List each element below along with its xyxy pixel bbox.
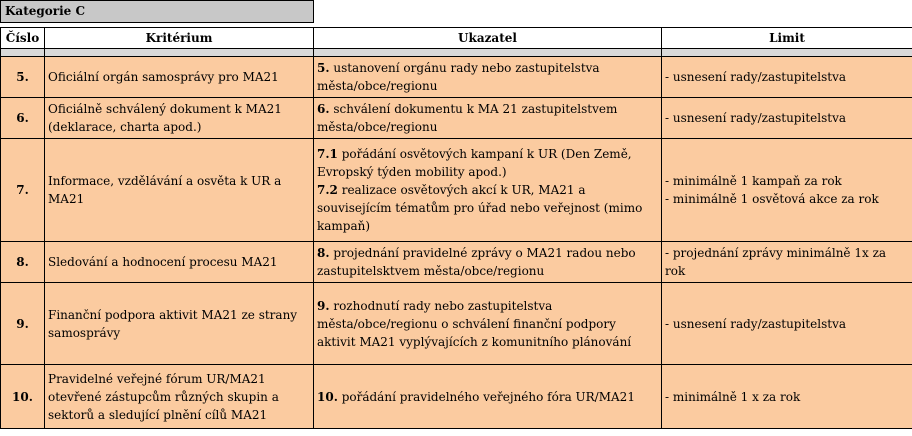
limit-item: - minimálně 1 kampaň za rok: [665, 174, 842, 188]
row-kriterium: Sledování a hodnocení procesu MA21: [45, 242, 314, 283]
row-ukazatel: [314, 283, 662, 365]
row-ukazatel: [314, 139, 662, 242]
ukazatel-item: [317, 181, 658, 235]
ukazatel-text: rozhodnutí rady nebo zastupitelstva města/obce/regionu o schválení finanční podpory aktivit MA21 vyplývajících z komunitního plánování: [317, 298, 632, 349]
ukazatel-item: [317, 145, 658, 181]
row-kriterium: Oficiální orgán samosprávy pro MA21: [45, 57, 314, 98]
header-ukazatel: Ukazatel: [314, 28, 662, 49]
table-row: [1, 57, 912, 98]
row-number: 10.: [1, 365, 45, 429]
row-kriterium: Informace, vzdělávání a osvěta k UR a MA21: [45, 139, 314, 242]
ukazatel-prefix: 7.1: [317, 147, 338, 161]
limit-item: - minimálně 1 x za rok: [665, 389, 801, 404]
row-limit: [662, 139, 912, 242]
header-cislo: Číslo: [1, 28, 45, 49]
limit-item: - usnesení rady/zastupitelstva: [665, 70, 847, 84]
row-ukazatel: [314, 57, 662, 98]
ukazatel-item: [317, 244, 658, 280]
table-row: [1, 139, 912, 242]
ukazatel-text: ustanovení orgánu rady nebo zastupitelstva města/obce/regionu: [317, 61, 600, 93]
header-row: [1, 28, 912, 49]
limit-item: - usnesení rady/zastupitelstva: [665, 111, 847, 125]
row-kriterium: Oficiálně schválený dokument k MA21 (deklarace, charta apod.): [45, 98, 314, 139]
row-number: 9.: [1, 283, 45, 365]
criteria-table: [0, 27, 912, 429]
limit-item: - minimálně 1 osvětová akce za rok: [665, 192, 879, 206]
ukazatel-item: [317, 388, 658, 406]
table-row: [1, 98, 912, 139]
row-number: 8.: [1, 242, 45, 283]
row-ukazatel: [314, 365, 662, 429]
ukazatel-prefix: 10.: [317, 389, 338, 404]
ukazatel-text: realizace osvětových akcí k UR, MA21 a souvisejícím tématům pro úřad nebo veřejnost (mimo kampaň): [317, 183, 643, 233]
header-kriterium: Kritérium: [45, 28, 314, 49]
row-limit: [662, 98, 912, 139]
ukazatel-prefix: 6.: [317, 102, 330, 116]
header-spacer-row: [1, 49, 912, 57]
ukazatel-prefix: 5.: [317, 61, 330, 75]
row-number: 5.: [1, 57, 45, 98]
ukazatel-text: projednání pravidelné zprávy o MA21 radou nebo zastupitelsktvem města/obce/regionu: [317, 246, 636, 278]
row-limit: [662, 283, 912, 365]
table-row: [1, 283, 912, 365]
ukazatel-prefix: 8.: [317, 246, 330, 260]
ukazatel-prefix: 9.: [317, 298, 330, 313]
row-ukazatel: [314, 242, 662, 283]
row-limit: [662, 57, 912, 98]
limit-item: - projednání zprávy minimálně 1x za rok: [665, 246, 887, 278]
row-ukazatel: [314, 98, 662, 139]
ukazatel-prefix: 7.2: [317, 183, 338, 197]
row-kriterium: Pravidelné veřejné fórum UR/MA21 otevřené zástupcům různých skupin a sektorů a sledující plnění cílů MA21: [45, 365, 314, 429]
table-row: [1, 365, 912, 429]
ukazatel-text: pořádání pravidelného veřejného fóra UR/MA21: [337, 389, 635, 404]
ukazatel-item: [317, 100, 658, 136]
row-limit: [662, 365, 912, 429]
limit-item: - usnesení rady/zastupitelstva: [665, 316, 847, 331]
ukazatel-text: schválení dokumentu k MA 21 zastupitelstvem města/obce/regionu: [317, 102, 618, 134]
category-title: Kategorie C: [0, 0, 314, 23]
header-limit: Limit: [662, 28, 912, 49]
row-limit: [662, 242, 912, 283]
table-row: [1, 242, 912, 283]
row-number: 7.: [1, 139, 45, 242]
ukazatel-item: [317, 297, 658, 351]
row-number: 6.: [1, 98, 45, 139]
row-kriterium: Finanční podpora aktivit MA21 ze strany samosprávy: [45, 283, 314, 365]
ukazatel-text: pořádání osvětových kampaní k UR (Den Země, Evropský týden mobility apod.): [317, 147, 632, 179]
ukazatel-item: [317, 59, 658, 95]
